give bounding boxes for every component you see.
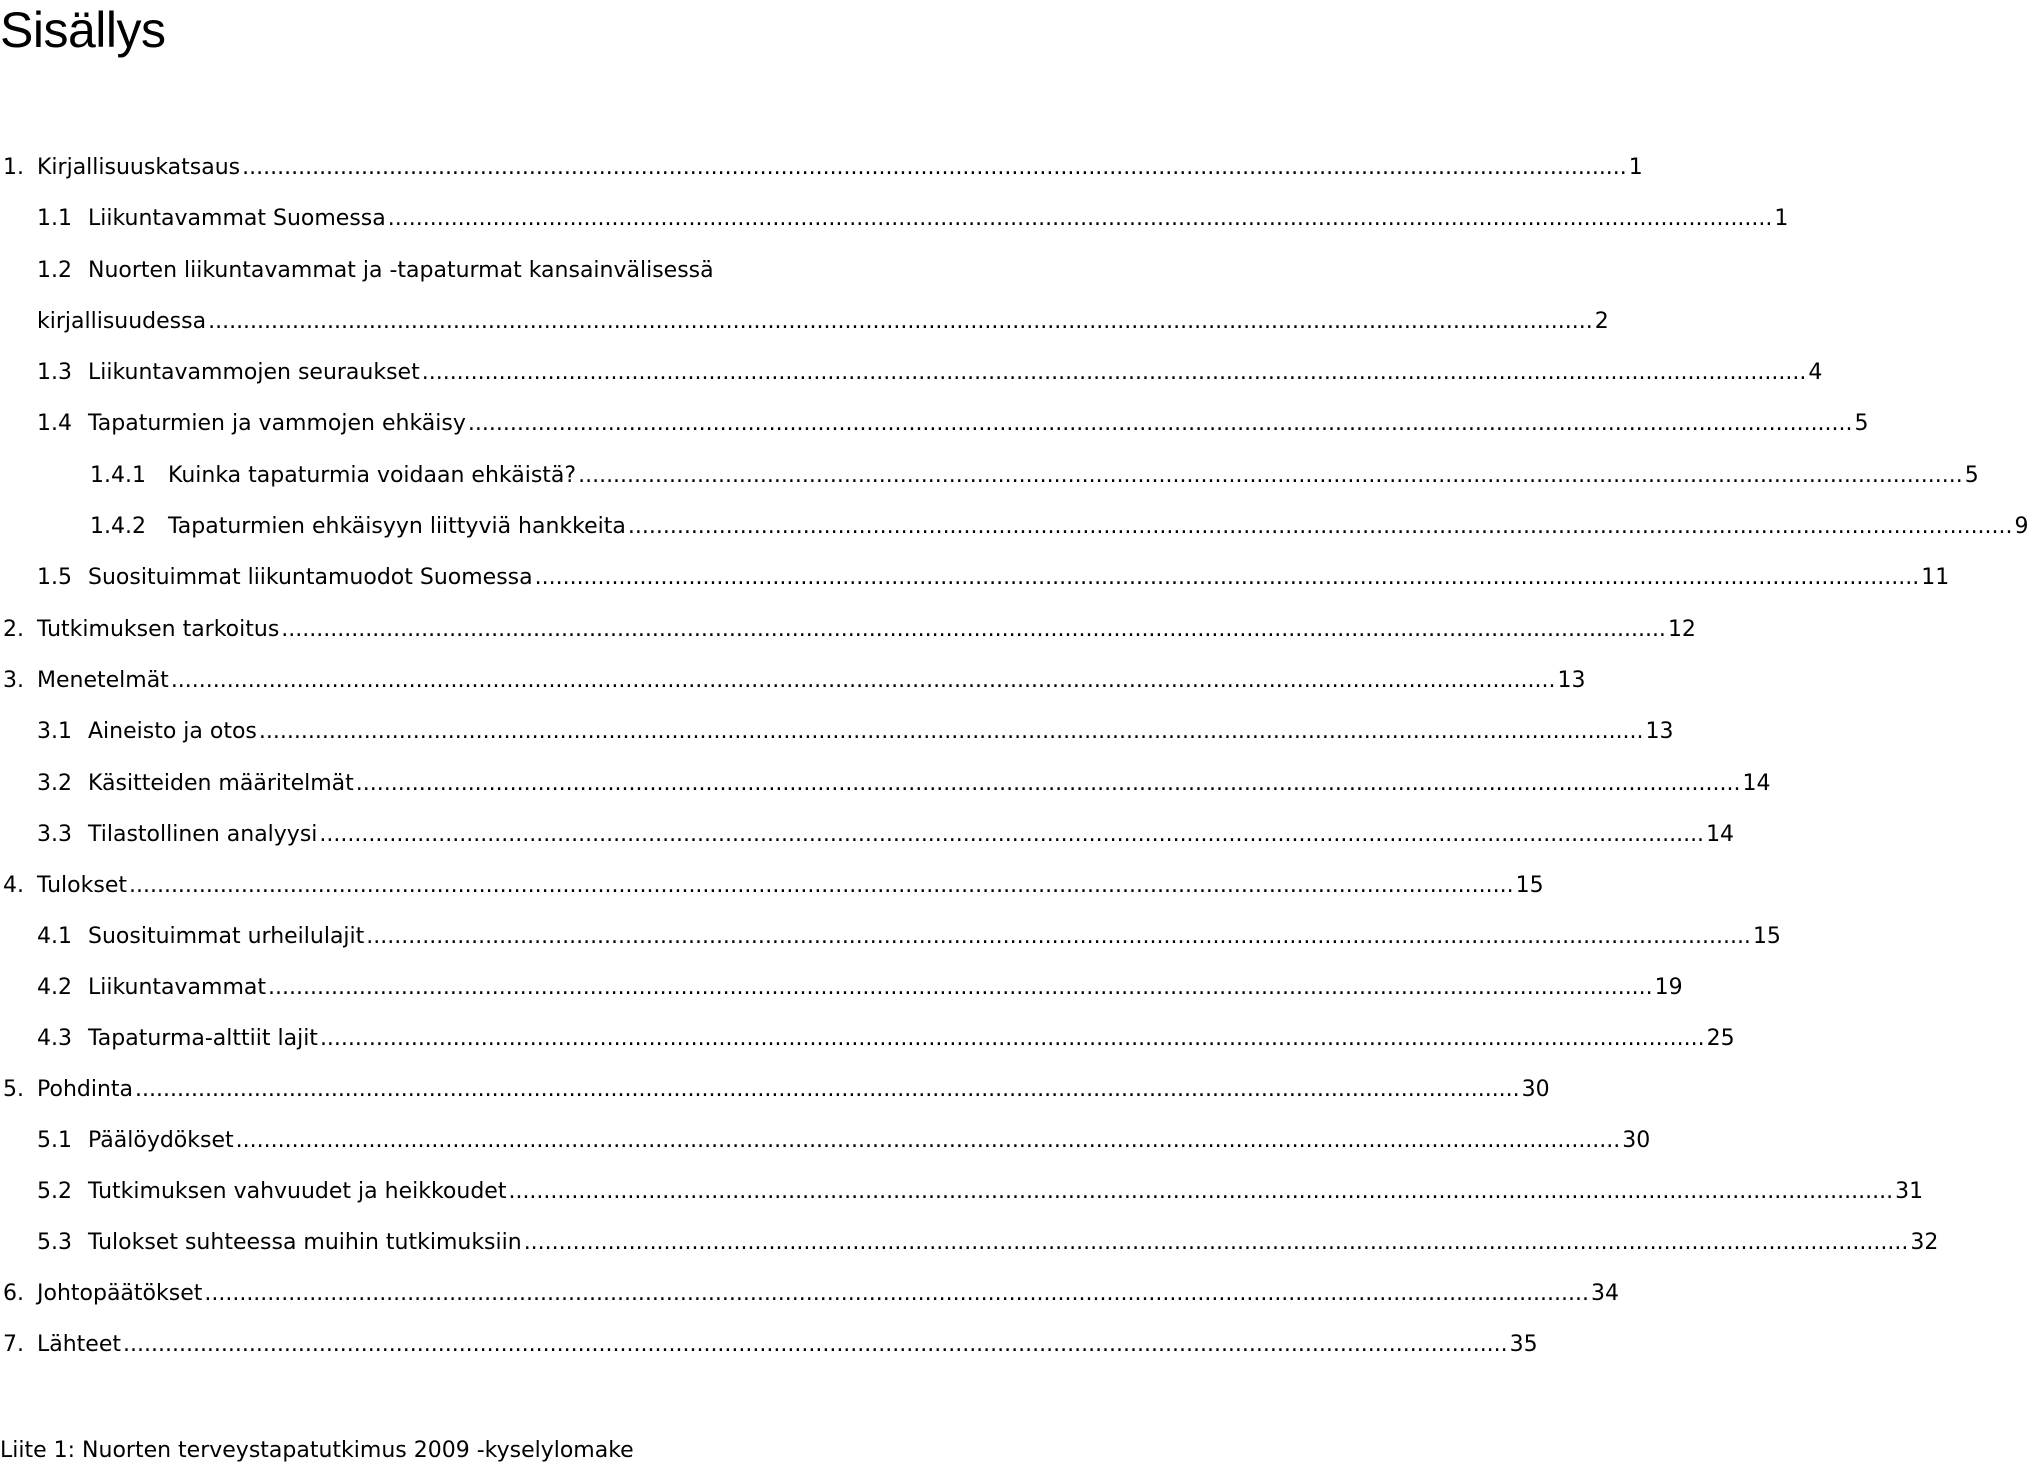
toc-entry-page: 12 (1667, 617, 1696, 642)
toc-entry-title: Tapaturmien ja vammojen ehkäisy (88, 411, 466, 436)
toc-entry-number: 7. (3, 1332, 24, 1357)
dot-leader: ...................................................................................................................................................................................................... (467, 411, 1853, 436)
toc-entry-title: Tutkimuksen vahvuudet ja heikkoudet (88, 1179, 507, 1204)
dot-leader: ...................................................................................................................................................................................................... (170, 668, 1556, 693)
toc-entry-1-3[interactable] (0, 356, 1823, 390)
toc-entry-page: 30 (1622, 1128, 1651, 1153)
toc-entry-4-3[interactable] (0, 1022, 1735, 1056)
page-title: Sisällys (0, 2, 166, 58)
dot-leader: ...................................................................................................................................................................................................... (421, 360, 1807, 385)
toc-entry-3-3[interactable] (0, 818, 1735, 852)
toc-entry-number: 5.3 (37, 1230, 72, 1255)
toc-entry-1-1[interactable] (0, 202, 1789, 236)
toc-entry-number: 1.2 (37, 258, 72, 283)
toc-entry-number: 4.3 (37, 1026, 72, 1051)
toc-entry-title-line-1: Nuorten liikuntavammat ja -tapaturmat kansainvälisessä (88, 258, 714, 283)
toc-entry-1-2[interactable] (0, 254, 1609, 339)
dot-leader: ...................................................................................................................................................................................................... (208, 309, 1593, 334)
toc-entry-title: Tulokset suhteessa muihin tutkimuksiin (88, 1230, 522, 1255)
toc-entry-title: Kirjallisuuskatsaus (37, 155, 241, 180)
toc-entry-title: Menetelmät (37, 668, 169, 693)
toc-entry-3-1[interactable] (0, 715, 1674, 749)
dot-leader: ...................................................................................................................................................................................................... (319, 1026, 1705, 1051)
toc-entry-page: 15 (1515, 873, 1544, 898)
toc-entry-number: 4. (3, 873, 24, 898)
toc-entry-1-4-1[interactable] (0, 459, 1979, 493)
toc-entry-title: Tapaturma-alttiit lajit (88, 1026, 318, 1051)
toc-entry-page: 32 (1910, 1230, 1939, 1255)
toc-entry-title: Aineisto ja otos (88, 719, 257, 744)
toc-entry-page: 13 (1645, 719, 1674, 744)
dot-leader: ...................................................................................................................................................................................................... (135, 1077, 1520, 1102)
toc-entry-number: 1.5 (37, 565, 72, 590)
toc-entry-number: 3.2 (37, 771, 72, 796)
toc-entry-1[interactable] (0, 151, 1643, 185)
toc-entry-title: Tapaturmien ehkäisyyn liittyviä hankkeita (168, 514, 626, 539)
dot-leader: ...................................................................................................................................................................................................... (627, 514, 2013, 539)
toc-entry-page: 13 (1557, 668, 1586, 693)
toc-entry-page: 1 (1774, 206, 1789, 231)
toc-entry-number: 1.4.1 (90, 463, 146, 488)
toc-entry-1-5[interactable] (0, 561, 1950, 595)
dot-leader: ...................................................................................................................................................................................................... (268, 975, 1653, 1000)
toc-entry-5-2[interactable] (0, 1175, 1924, 1209)
toc-entry-page: 1 (1628, 155, 1643, 180)
toc-entry-title: Tutkimuksen tarkoitus (37, 617, 280, 642)
toc-entry-page: 15 (1752, 924, 1781, 949)
toc-entry-page: 34 (1591, 1281, 1620, 1306)
toc-entry-title: Suosituimmat urheilulajit (88, 924, 365, 949)
toc-entry-title: Kuinka tapaturmia voidaan ehkäistä? (168, 463, 577, 488)
toc-entry-title: Liikuntavammojen seuraukset (88, 360, 420, 385)
toc-entry-number: 5. (3, 1077, 24, 1102)
toc-entry-title: Päälöydökset (88, 1128, 234, 1153)
dot-leader: ...................................................................................................................................................................................................... (123, 1332, 1508, 1357)
dot-leader: ...................................................................................................................................................................................................... (258, 719, 1644, 744)
toc-entry-3-2[interactable] (0, 767, 1771, 801)
toc-entry-page: 25 (1706, 1026, 1735, 1051)
dot-leader: ...................................................................................................................................................................................................... (523, 1230, 1909, 1255)
toc-entry-5-3[interactable] (0, 1226, 1939, 1260)
dot-leader: ...................................................................................................................................................................................................... (235, 1128, 1621, 1153)
toc-entry-title: kirjallisuudessa (37, 309, 207, 334)
toc-entry-title: Suosituimmat liikuntamuodot Suomessa (88, 565, 533, 590)
toc-entry-page: 14 (1706, 822, 1735, 847)
toc-entry-number: 6. (3, 1281, 24, 1306)
dot-leader: ...................................................................................................................................................................................................... (355, 771, 1741, 796)
toc-entry-page: 2 (1594, 309, 1609, 334)
toc-entry-number: 5.1 (37, 1128, 72, 1153)
toc-entry-title: Johtopäätökset (37, 1281, 203, 1306)
toc-entry-page: 35 (1509, 1332, 1538, 1357)
toc-entry-number: 5.2 (37, 1179, 72, 1204)
toc-entry-4[interactable] (0, 869, 1544, 903)
toc-entry-number: 1. (3, 155, 24, 180)
toc-entry-page: 9 (2014, 514, 2029, 539)
toc-entry-7[interactable] (0, 1328, 1538, 1362)
dot-leader: ...................................................................................................................................................................................................... (366, 924, 1751, 949)
toc-entry-page: 4 (1808, 360, 1823, 385)
toc-entry-title: Käsitteiden määritelmät (88, 771, 354, 796)
toc-entry-page: 30 (1521, 1077, 1550, 1102)
toc-entry-1-4-2[interactable] (0, 510, 2029, 544)
toc-entry-title: Tilastollinen analyysi (88, 822, 318, 847)
toc-entry-5[interactable] (0, 1073, 1550, 1107)
dot-leader: ...................................................................................................................................................................................................... (319, 822, 1705, 847)
toc-entry-number: 1.4 (37, 411, 72, 436)
toc-entry-number: 1.3 (37, 360, 72, 385)
toc-entry-page: 11 (1921, 565, 1950, 590)
toc-entry-6[interactable] (0, 1277, 1620, 1311)
toc-entry-page: 14 (1742, 771, 1771, 796)
dot-leader: ...................................................................................................................................................................................................... (204, 1281, 1590, 1306)
dot-leader: ...................................................................................................................................................................................................... (508, 1179, 1894, 1204)
dot-leader: ...................................................................................................................................................................................................... (281, 617, 1666, 642)
toc-entry-4-1[interactable] (0, 920, 1781, 954)
toc-entry-title: Lähteet (37, 1332, 122, 1357)
dot-leader: ...................................................................................................................................................................................................... (128, 873, 1514, 898)
dot-leader: ...................................................................................................................................................................................................... (387, 206, 1773, 231)
toc-entry-2[interactable] (0, 613, 1696, 647)
toc-entry-title: Tulokset (37, 873, 127, 898)
toc-entry-title: Liikuntavammat (88, 975, 267, 1000)
toc-entry-number: 4.2 (37, 975, 72, 1000)
dot-leader: ...................................................................................................................................................................................................... (578, 463, 1963, 488)
toc-entry-number: 1.4.2 (90, 514, 146, 539)
toc-entry-number: 4.1 (37, 924, 72, 949)
toc-entry-page: 5 (1854, 411, 1869, 436)
toc-entry-number: 3.1 (37, 719, 72, 744)
toc-entry-5-1[interactable] (0, 1124, 1651, 1158)
appendix-line: Liite 1: Nuorten terveystapatutkimus 2009 -kyselylomake (0, 1438, 634, 1463)
toc-entry-number: 2. (3, 617, 24, 642)
toc-entry-page: 31 (1895, 1179, 1924, 1204)
toc-entry-4-2[interactable] (0, 971, 1683, 1005)
dot-leader: ...................................................................................................................................................................................................... (242, 155, 1627, 180)
toc-entry-3[interactable] (0, 664, 1586, 698)
toc-entry-title: Liikuntavammat Suomessa (88, 206, 386, 231)
toc-entry-1-4[interactable] (0, 407, 1869, 441)
toc-entry-number: 3. (3, 668, 24, 693)
toc-entry-page: 19 (1654, 975, 1683, 1000)
toc-entry-page: 5 (1964, 463, 1979, 488)
toc-entry-title: Pohdinta (37, 1077, 134, 1102)
dot-leader: ...................................................................................................................................................................................................... (534, 565, 1920, 590)
toc-entry-number: 3.3 (37, 822, 72, 847)
toc-entry-number: 1.1 (37, 206, 72, 231)
